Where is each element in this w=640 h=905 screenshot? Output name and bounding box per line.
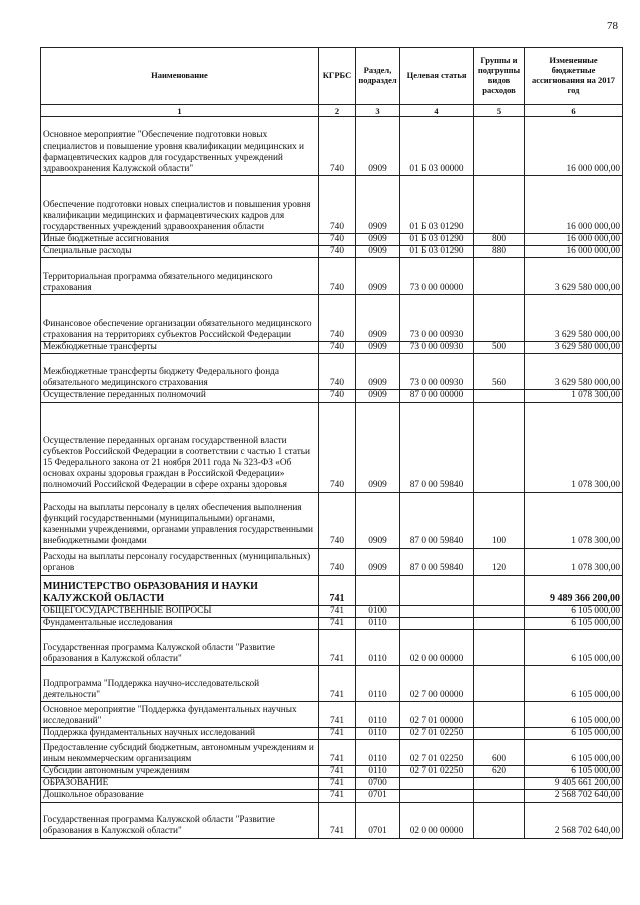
row-target: 73 0 00 00930 — [400, 354, 474, 390]
table-row — [41, 766, 623, 778]
row-kgrbs: 741 — [319, 740, 356, 766]
row-kgrbs: 741 — [319, 701, 356, 727]
row-target: 02 7 01 02250 — [400, 727, 474, 739]
row-group: 880 — [474, 246, 525, 258]
row-group — [474, 665, 525, 701]
row-section: 0701 — [356, 790, 400, 802]
row-target: 02 7 01 00000 — [400, 701, 474, 727]
row-name: Дошкольное образование — [41, 790, 319, 802]
row-name: Территориальная программа обязательного медицинского страхования — [41, 258, 319, 295]
row-kgrbs: 741 — [319, 629, 356, 665]
budget-table — [40, 47, 623, 839]
row-section: 0909 — [356, 258, 400, 295]
row-section: 0909 — [356, 246, 400, 258]
row-amount: 1 078 300,00 — [525, 402, 623, 492]
table-row — [41, 629, 623, 665]
column-number-row — [41, 105, 623, 117]
row-section: 0909 — [356, 402, 400, 492]
row-target: 87 0 00 59840 — [400, 548, 474, 575]
row-group — [474, 258, 525, 295]
row-target: 01 Б 03 00000 — [400, 117, 474, 176]
table-row — [41, 176, 623, 234]
table-row — [41, 295, 623, 342]
row-name: Обеспечение подготовки новых специалистов и повышения уровня квалификации медицинских и фармацевтических кадров для государственных учреждений здравоохранения области — [41, 176, 319, 234]
row-section: 0110 — [356, 740, 400, 766]
row-target: 87 0 00 59840 — [400, 402, 474, 492]
table-row — [41, 617, 623, 629]
header-row — [41, 48, 623, 105]
table-row — [41, 342, 623, 354]
table-row — [41, 390, 623, 402]
row-amount: 9 489 366 200,00 — [525, 575, 623, 605]
row-group — [474, 727, 525, 739]
row-kgrbs: 740 — [319, 342, 356, 354]
row-name: Иные бюджетные ассигнования — [41, 234, 319, 246]
row-amount: 6 105 000,00 — [525, 740, 623, 766]
row-name: Расходы на выплаты персоналу в целях обеспечения выполнения функций государственными (муниципальными) органами, казенными учреждениями, органами управления государственными внебюджетными фондами — [41, 492, 319, 548]
row-section: 0110 — [356, 617, 400, 629]
column-number: 1 — [41, 105, 319, 117]
row-name: Межбюджетные трансферты бюджету Федерального фонда обязательного медицинского страхования — [41, 354, 319, 390]
row-target — [400, 575, 474, 605]
table-row — [41, 246, 623, 258]
row-kgrbs: 740 — [319, 258, 356, 295]
row-section: 0110 — [356, 766, 400, 778]
row-group — [474, 629, 525, 665]
row-target: 02 7 00 00000 — [400, 665, 474, 701]
row-group: 500 — [474, 342, 525, 354]
table-row — [41, 354, 623, 390]
row-group: 620 — [474, 766, 525, 778]
row-kgrbs: 740 — [319, 548, 356, 575]
row-group — [474, 575, 525, 605]
header-kgrbs: КГРБС — [319, 48, 356, 105]
row-group — [474, 790, 525, 802]
row-amount: 2 568 702 640,00 — [525, 802, 623, 838]
table-row — [41, 575, 623, 605]
row-target: 02 0 00 00000 — [400, 802, 474, 838]
header-target: Целевая статья — [400, 48, 474, 105]
row-group: 100 — [474, 492, 525, 548]
row-section: 0909 — [356, 354, 400, 390]
row-name: Субсидии автономным учреждениям — [41, 766, 319, 778]
table-row — [41, 234, 623, 246]
row-section: 0701 — [356, 802, 400, 838]
row-kgrbs: 741 — [319, 605, 356, 617]
row-target: 73 0 00 00930 — [400, 295, 474, 342]
row-name: Фундаментальные исследования — [41, 617, 319, 629]
row-target: 01 Б 03 01290 — [400, 234, 474, 246]
row-kgrbs: 740 — [319, 246, 356, 258]
row-group — [474, 390, 525, 402]
table-row — [41, 258, 623, 295]
row-amount: 3 629 580 000,00 — [525, 354, 623, 390]
row-section: 0100 — [356, 605, 400, 617]
row-section — [356, 575, 400, 605]
table-row — [41, 665, 623, 701]
row-target — [400, 778, 474, 790]
table-row — [41, 802, 623, 838]
row-target: 02 7 01 02250 — [400, 740, 474, 766]
row-group — [474, 802, 525, 838]
row-group — [474, 176, 525, 234]
row-group: 120 — [474, 548, 525, 575]
row-amount: 6 105 000,00 — [525, 617, 623, 629]
row-target: 87 0 00 00000 — [400, 390, 474, 402]
row-group — [474, 402, 525, 492]
row-amount: 16 000 000,00 — [525, 246, 623, 258]
row-group — [474, 117, 525, 176]
row-section: 0909 — [356, 234, 400, 246]
row-kgrbs: 741 — [319, 617, 356, 629]
row-target: 73 0 00 00000 — [400, 258, 474, 295]
row-name: Предоставление субсидий бюджетным, автономным учреждениям и иным некоммерческим организациям — [41, 740, 319, 766]
row-amount: 16 000 000,00 — [525, 234, 623, 246]
row-kgrbs: 740 — [319, 390, 356, 402]
row-target: 87 0 00 59840 — [400, 492, 474, 548]
row-group: 800 — [474, 234, 525, 246]
row-section: 0909 — [356, 117, 400, 176]
row-section: 0909 — [356, 390, 400, 402]
column-number: 4 — [400, 105, 474, 117]
row-group — [474, 295, 525, 342]
column-number: 3 — [356, 105, 400, 117]
row-section: 0909 — [356, 295, 400, 342]
table-row — [41, 701, 623, 727]
header-section: Раздел, подраздел — [356, 48, 400, 105]
row-name: Осуществление переданных полномочий — [41, 390, 319, 402]
row-name: Подпрограмма "Поддержка научно-исследовательской деятельности" — [41, 665, 319, 701]
row-section: 0909 — [356, 342, 400, 354]
row-amount: 1 078 300,00 — [525, 548, 623, 575]
row-section: 0909 — [356, 176, 400, 234]
column-number: 6 — [525, 105, 623, 117]
row-name: Государственная программа Калужской области "Развитие образования в Калужской области" — [41, 629, 319, 665]
table-row — [41, 727, 623, 739]
row-name: Основное мероприятие "Обеспечение подготовки новых специалистов и повышение уровня квалификации медицинских и фармацевтических кадров для государственных учреждений здравоохранения Калужской области" — [41, 117, 319, 176]
row-amount: 6 105 000,00 — [525, 766, 623, 778]
row-target — [400, 617, 474, 629]
row-section: 0110 — [356, 629, 400, 665]
row-amount: 3 629 580 000,00 — [525, 342, 623, 354]
row-name: ОБЩЕГОСУДАРСТВЕННЫЕ ВОПРОСЫ — [41, 605, 319, 617]
row-target: 02 7 01 02250 — [400, 766, 474, 778]
row-kgrbs: 741 — [319, 665, 356, 701]
row-target — [400, 605, 474, 617]
row-target: 01 Б 03 01290 — [400, 176, 474, 234]
row-name: Межбюджетные трансферты — [41, 342, 319, 354]
table-row — [41, 778, 623, 790]
row-target: 73 0 00 00930 — [400, 342, 474, 354]
row-kgrbs: 740 — [319, 295, 356, 342]
row-amount: 6 105 000,00 — [525, 727, 623, 739]
row-section: 0110 — [356, 701, 400, 727]
row-name: МИНИСТЕРСТВО ОБРАЗОВАНИЯ И НАУКИ КАЛУЖСКОЙ ОБЛАСТИ — [41, 575, 319, 605]
row-amount: 3 629 580 000,00 — [525, 295, 623, 342]
row-group — [474, 778, 525, 790]
table-row — [41, 117, 623, 176]
row-amount: 6 105 000,00 — [525, 665, 623, 701]
row-amount: 6 105 000,00 — [525, 605, 623, 617]
header-amount: Измененные бюджетные ассигнования на 2017 год — [525, 48, 623, 105]
row-amount: 9 405 661 200,00 — [525, 778, 623, 790]
row-name: Осуществление переданных органам государственной власти субъектов Российской Федерации в соответствии с частью 1 статьи 15 Федерального закона от 21 ноября 2011 года № 323-ФЗ «Об основах охраны здоровья граждан в Российской Федерации» полномочий Российской Федерации в сфере охраны здоровья — [41, 402, 319, 492]
table-row — [41, 605, 623, 617]
row-amount: 6 105 000,00 — [525, 701, 623, 727]
table-row — [41, 740, 623, 766]
row-section: 0700 — [356, 778, 400, 790]
row-name: Расходы на выплаты персоналу государственных (муниципальных) органов — [41, 548, 319, 575]
header-name: Наименование — [41, 48, 319, 105]
row-target: 01 Б 03 01290 — [400, 246, 474, 258]
row-kgrbs: 740 — [319, 234, 356, 246]
row-kgrbs: 741 — [319, 778, 356, 790]
row-group — [474, 701, 525, 727]
row-section: 0909 — [356, 492, 400, 548]
row-amount: 16 000 000,00 — [525, 176, 623, 234]
row-amount: 3 629 580 000,00 — [525, 258, 623, 295]
table-row — [41, 402, 623, 492]
row-group — [474, 605, 525, 617]
row-kgrbs: 741 — [319, 802, 356, 838]
row-group: 600 — [474, 740, 525, 766]
row-section: 0909 — [356, 548, 400, 575]
header-groups: Группы и подгруппы видов расходов — [474, 48, 525, 105]
row-name: Поддержка фундаментальных научных исследований — [41, 727, 319, 739]
column-number: 2 — [319, 105, 356, 117]
row-name: Государственная программа Калужской области "Развитие образования в Калужской области" — [41, 802, 319, 838]
row-amount: 1 078 300,00 — [525, 390, 623, 402]
row-amount: 1 078 300,00 — [525, 492, 623, 548]
row-name: Основное мероприятие "Поддержка фундаментальных научных исследований" — [41, 701, 319, 727]
row-kgrbs: 740 — [319, 176, 356, 234]
table-row — [41, 492, 623, 548]
row-name: ОБРАЗОВАНИЕ — [41, 778, 319, 790]
row-kgrbs: 741 — [319, 790, 356, 802]
row-target — [400, 790, 474, 802]
table-row — [41, 790, 623, 802]
row-kgrbs: 741 — [319, 766, 356, 778]
row-kgrbs: 741 — [319, 575, 356, 605]
page-number: 78 — [607, 20, 618, 32]
row-amount: 6 105 000,00 — [525, 629, 623, 665]
row-kgrbs: 740 — [319, 402, 356, 492]
row-kgrbs: 741 — [319, 727, 356, 739]
row-section: 0110 — [356, 727, 400, 739]
row-amount: 2 568 702 640,00 — [525, 790, 623, 802]
row-kgrbs: 740 — [319, 492, 356, 548]
row-group: 560 — [474, 354, 525, 390]
table-row — [41, 548, 623, 575]
column-number: 5 — [474, 105, 525, 117]
row-target: 02 0 00 00000 — [400, 629, 474, 665]
row-group — [474, 617, 525, 629]
row-name: Финансовое обеспечение организации обязательного медицинского страхования на территориях субъектов Российской Федерации — [41, 295, 319, 342]
row-kgrbs: 740 — [319, 117, 356, 176]
row-amount: 16 000 000,00 — [525, 117, 623, 176]
row-kgrbs: 740 — [319, 354, 356, 390]
row-section: 0110 — [356, 665, 400, 701]
row-name: Специальные расходы — [41, 246, 319, 258]
